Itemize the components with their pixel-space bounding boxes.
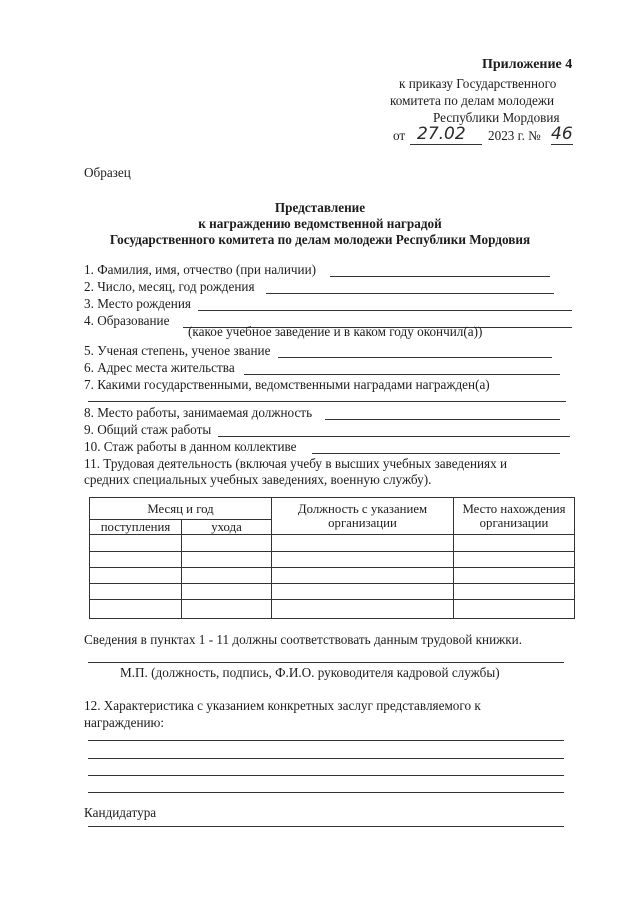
header-location — [454, 498, 575, 535]
date-underline — [410, 144, 482, 145]
field-5-label: 5. Ученая степень, ученое звание — [84, 343, 271, 358]
field-12-line-1 — [88, 740, 564, 741]
field-1-label: 1. Фамилия, имя, отчество (при наличии) — [84, 262, 317, 277]
table-row — [90, 600, 575, 619]
doc-title-line-3: Государственного комитета по делам молодежи Республики Мордовия — [109, 232, 531, 247]
field-10-label: 10. Стаж работы в данном коллективе — [84, 439, 297, 454]
header-location-line-2: организации — [479, 516, 549, 530]
field-3-label: 3. Место рождения — [84, 296, 191, 311]
candidacy-label: Кандидатура — [84, 805, 157, 820]
table-row — [90, 584, 575, 600]
field-2-label: 2. Число, месяц, год рождения — [84, 279, 255, 294]
sample-label: Образец — [84, 165, 131, 180]
work-history-table — [89, 497, 575, 619]
hr-signature-line — [88, 662, 564, 663]
order-line-2: комитета по делам молодежи — [390, 93, 555, 108]
field-3-line — [198, 310, 572, 311]
header-month-year: Месяц и год — [90, 498, 272, 520]
candidacy-line — [88, 826, 564, 827]
handwritten-number: 46 — [551, 124, 573, 144]
doc-title-line-1: Представление — [274, 200, 366, 215]
field-9-label: 9. Общий стаж работы — [84, 422, 212, 437]
field-11-label-line-2: средних специальных учебных заведениях, военную службу). — [84, 472, 432, 487]
number-underline — [551, 144, 573, 145]
handwritten-date: 27.02 — [417, 124, 466, 144]
field-7-line — [88, 401, 566, 402]
stamp-caption: М.П. (должность, подпись, Ф.И.О. руководителя кадровой службы) — [120, 665, 500, 680]
field-12-label-line-1: 12. Характеристика с указанием конкретных заслуг представляемого к — [84, 698, 481, 713]
field-6-label: 6. Адрес места жительства — [84, 360, 235, 375]
field-8-line — [325, 419, 560, 420]
field-1-line — [330, 276, 550, 277]
header-leaving: ухода — [182, 520, 272, 535]
field-7-label: 7. Какими государственными, ведомственными наградами награжден(а) — [84, 377, 490, 392]
header-position — [272, 498, 454, 535]
field-2-line — [266, 293, 554, 294]
appendix-title: Приложение 4 — [482, 57, 573, 72]
date-prefix: от — [393, 128, 406, 143]
doc-title-line-2: к награждению ведомственной наградой — [198, 216, 442, 231]
field-12-label-line-2: награждению: — [84, 715, 165, 730]
header-position-line-2: организации — [328, 516, 397, 530]
field-4-hint: (какое учебное заведение и в каком году окончил(а)) — [188, 324, 483, 339]
field-6-line — [244, 374, 560, 375]
field-5-line — [278, 357, 552, 358]
order-line-3: Республики Мордовия — [433, 110, 560, 125]
header-admission: поступления — [90, 520, 182, 535]
table-row — [90, 568, 575, 584]
field-12-line-2 — [88, 758, 564, 759]
field-12-line-4 — [88, 792, 564, 793]
header-location-line-1: Место нахождения — [462, 502, 566, 516]
header-position-line-1: Должность с указанием — [297, 502, 428, 516]
year-and-number-label: 2023 г. № — [488, 128, 541, 143]
field-9-line — [218, 436, 570, 437]
order-line-1: к приказу Государственного — [399, 76, 557, 91]
table-row — [90, 552, 575, 568]
field-10-line — [312, 453, 560, 454]
field-8-label: 8. Место работы, занимаемая должность — [84, 405, 313, 420]
field-11-label-line-1: 11. Трудовая деятельность (включая учебу в высших учебных заведениях и — [84, 456, 508, 471]
info-note: Сведения в пунктах 1 - 11 должны соответствовать данным трудовой книжки. — [84, 632, 523, 647]
table-row — [90, 535, 575, 552]
field-4-label: 4. Образование — [84, 313, 170, 328]
field-12-line-3 — [88, 775, 564, 776]
